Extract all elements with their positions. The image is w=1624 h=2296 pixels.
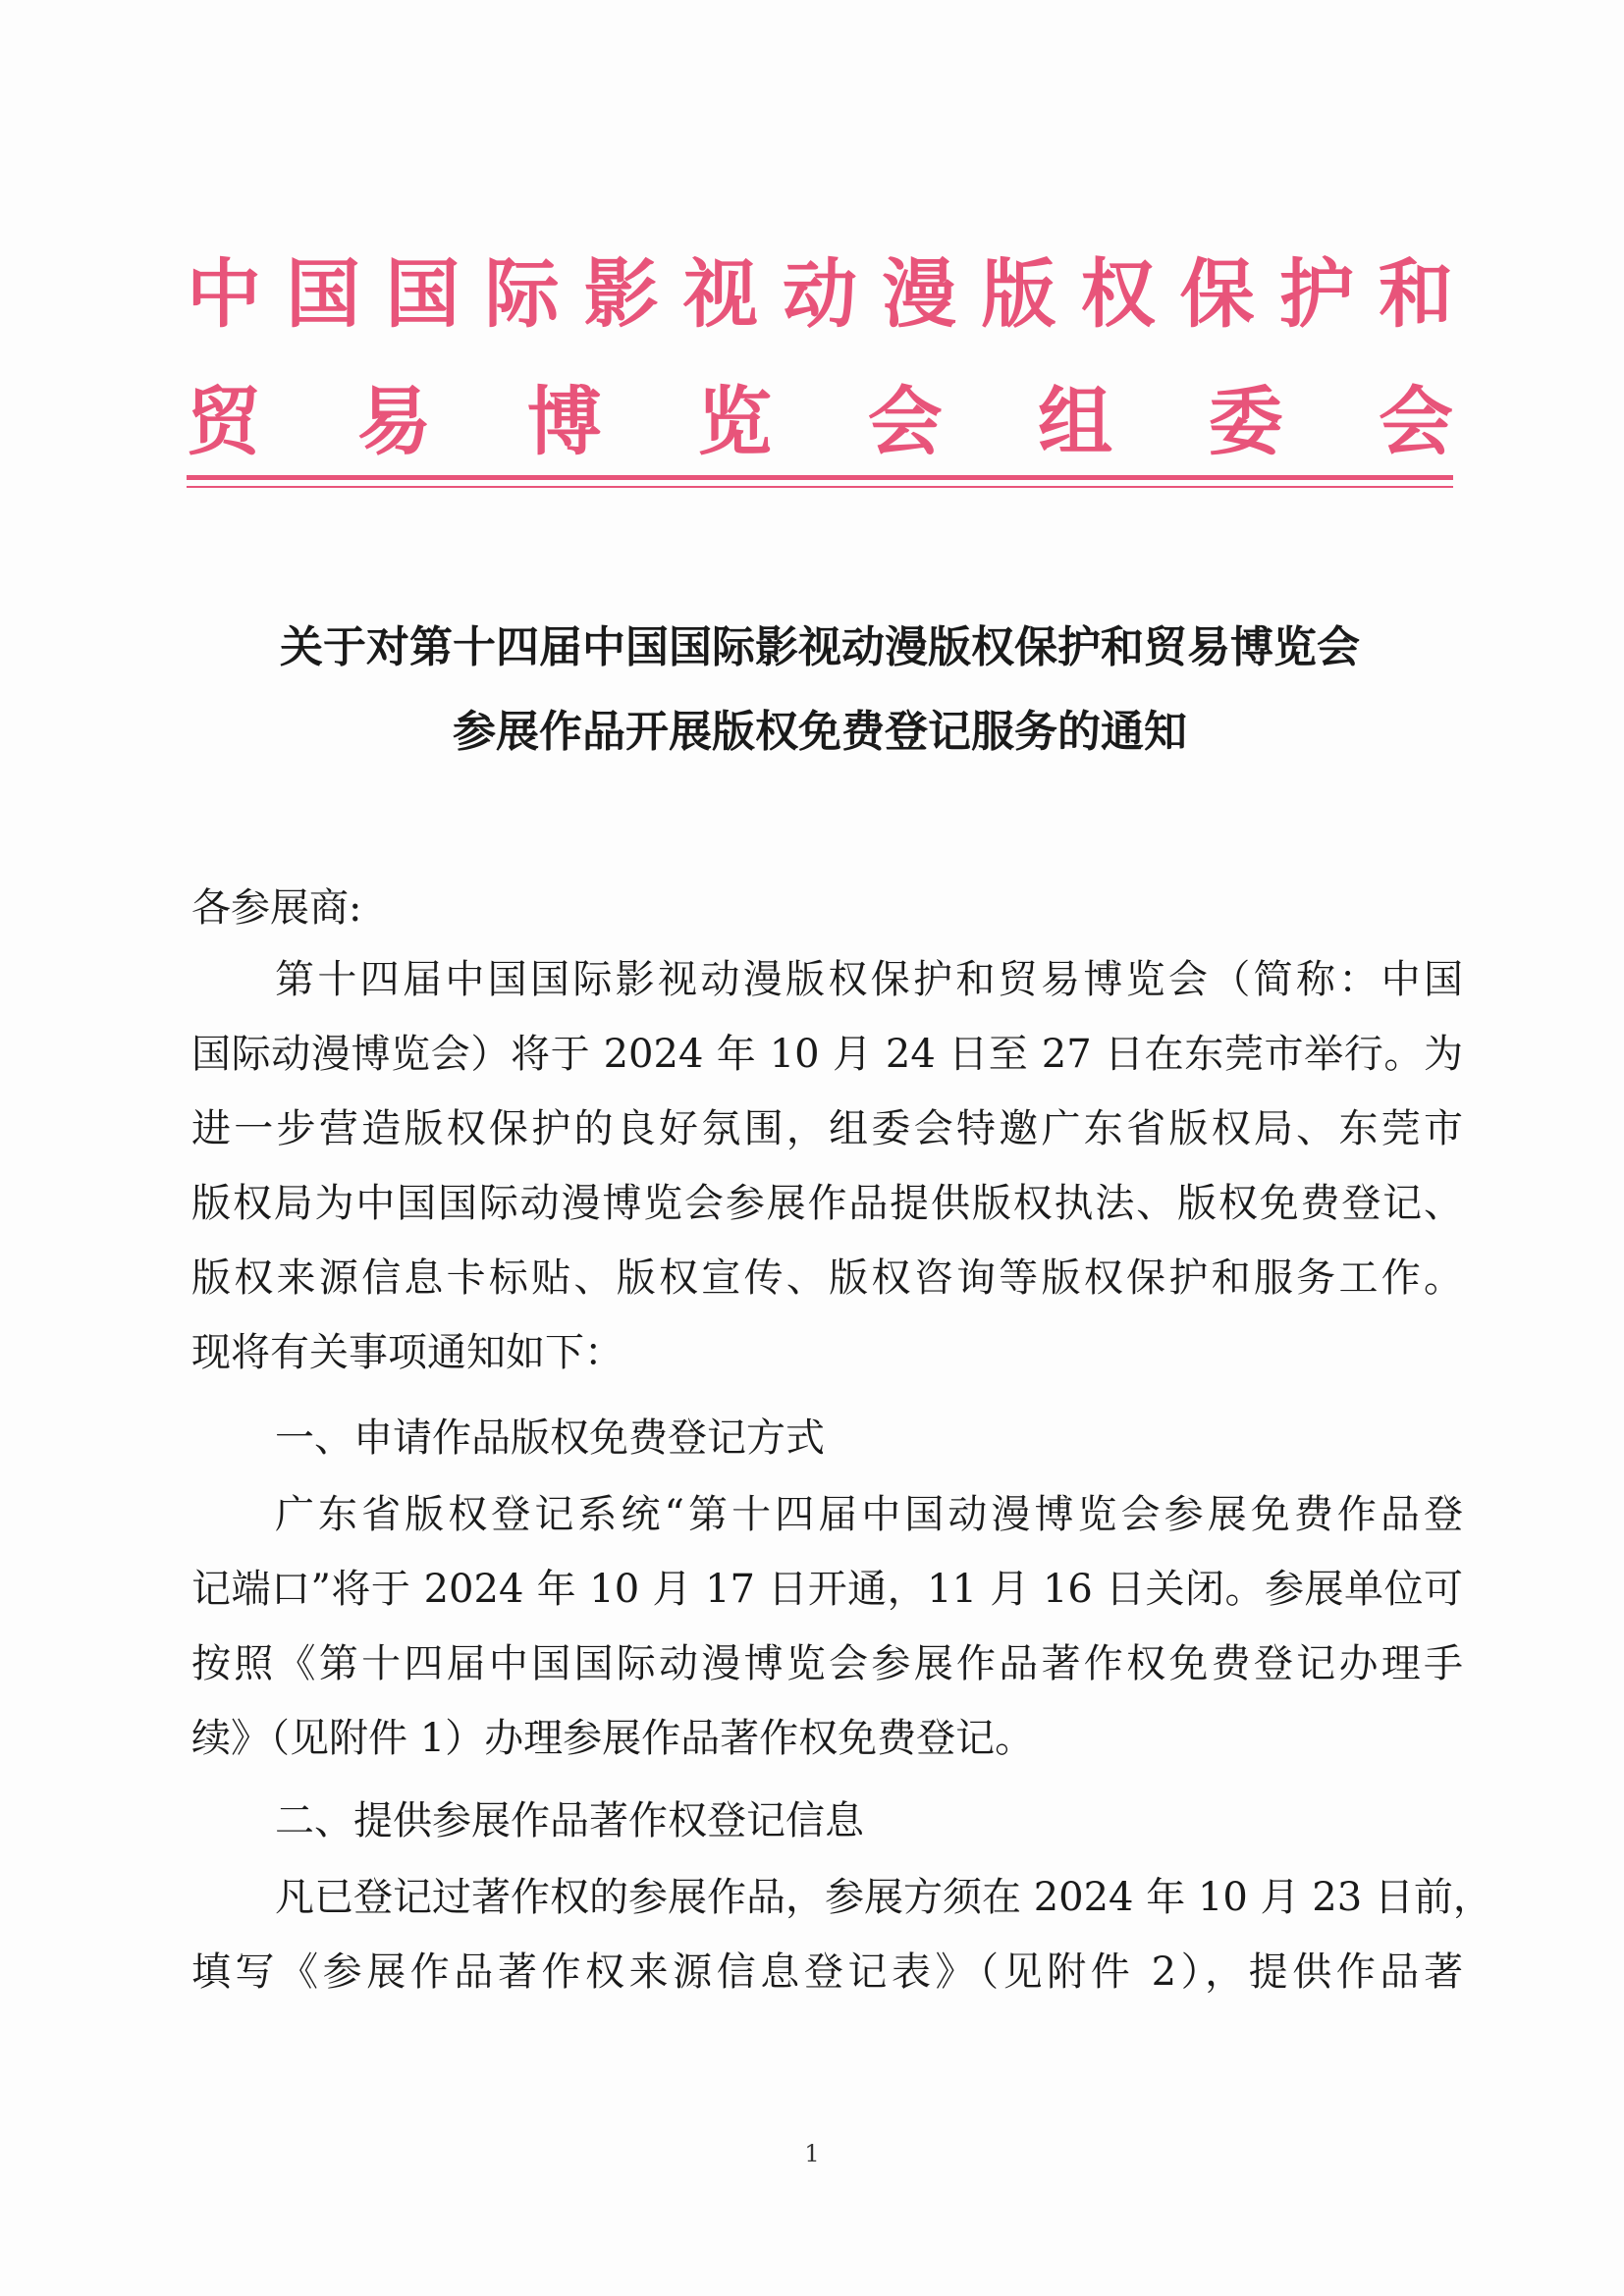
paragraph-line: 第十四届中国国际影视动漫版权保护和贸易博览会（简称：中国 (275, 957, 1463, 1002)
page-number: 1 (804, 2140, 820, 2167)
section-2-heading: 二、提供参展作品著作权登记信息 (275, 1798, 864, 1843)
document-title-line1: 关于对第十四届中国国际影视动漫版权保护和贸易博览会 (280, 622, 1360, 672)
red-header-rule-thin (187, 486, 1453, 488)
red-header-rule (187, 475, 1453, 480)
paragraph-line: 填写《参展作品著作权来源信息登记表》（见附件 2），提供作品著 (191, 1949, 1463, 1995)
paragraph-line: 版权来源信息卡标贴、版权宣传、版权咨询等版权保护和服务工作。 (191, 1255, 1463, 1301)
salutation: 各参展商: (191, 885, 362, 931)
paragraph-line: 记端口”将于 2024 年 10 月 17 日开通，11 月 16 日关闭。参展单位可 (191, 1567, 1463, 1612)
paragraph-line: 按照《第十四届中国国际动漫博览会参展作品著作权免费登记办理手 (191, 1641, 1463, 1686)
document-title-line2: 参展作品开展版权免费登记服务的通知 (453, 707, 1187, 757)
paragraph-line: 凡已登记过著作权的参展作品，参展方须在 2024 年 10 月 23 日前， (275, 1875, 1492, 1920)
paragraph-line: 版权局为中国国际动漫博览会参展作品提供版权执法、版权免费登记、 (191, 1181, 1463, 1226)
intro-paragraph (191, 942, 1463, 1390)
paragraph-line: 续》（见附件 1）办理参展作品著作权免费登记。 (191, 1716, 1035, 1761)
issuer-name-line1: 中国国际影视动漫版权保护和 (187, 250, 1453, 338)
issuer-name-line2: 贸易博览会组委会 (187, 378, 1453, 465)
section-1-paragraph (191, 1477, 1463, 1776)
section-2-paragraph (191, 1860, 1492, 2009)
paragraph-line: 进一步营造版权保护的良好氛围，组委会特邀广东省版权局、东莞市 (191, 1106, 1463, 1151)
section-1-heading: 一、申请作品版权免费登记方式 (275, 1415, 825, 1461)
paragraph-line: 广东省版权登记系统“第十四届中国动漫博览会参展免费作品登 (275, 1492, 1463, 1537)
paragraph-line: 现将有关事项通知如下： (191, 1330, 623, 1375)
paragraph-line: 国际动漫博览会）将于 2024 年 10 月 24 日至 27 日在东莞市举行。为 (191, 1032, 1463, 1077)
